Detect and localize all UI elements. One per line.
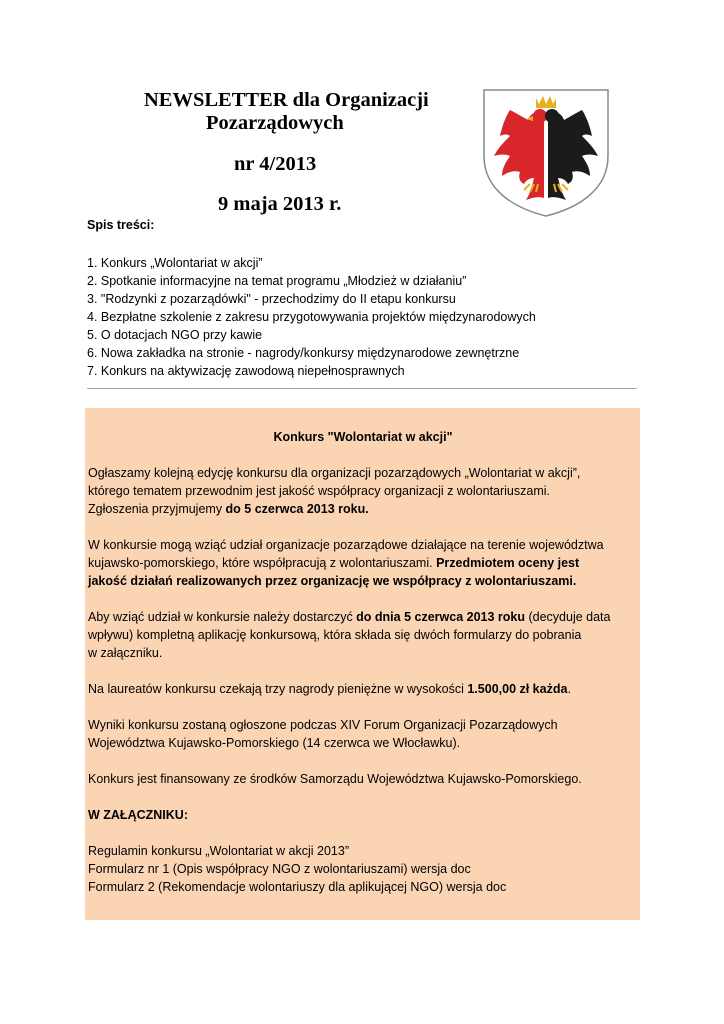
p3-text2: (decyduje data — [525, 610, 611, 624]
p3-text1: Aby wziąć udział w konkursie należy dostarczyć — [88, 610, 357, 624]
article-paragraph-5 — [88, 716, 638, 752]
article-heading: Konkurs "Wolontariat w akcji" — [273, 430, 453, 444]
toc-item-3: 3. "Rodzynki z pozarządówki" - przechodzimy do II etapu konkursu — [87, 292, 456, 306]
p1-line2: którego tematem przewodnim jest jakość współpracy organizacji z wolontariuszami. — [88, 484, 550, 498]
attachment-item-2[interactable]: Formularz nr 1 (Opis współpracy NGO z wolontariuszami) wersja doc — [88, 862, 471, 876]
toc-item-2: 2. Spotkanie informacyjne na temat programu „Młodzież w działaniu” — [87, 274, 467, 288]
attachments-heading-text: W ZAŁĄCZNIKU: — [88, 808, 188, 822]
attachment-item-1[interactable]: Regulamin konkursu „Wolontariat w akcji 2013” — [88, 844, 349, 858]
p5-line1: Wyniki konkursu zostaną ogłoszone podczas XIV Forum Organizacji Pozarządowych — [88, 718, 558, 732]
p2-bold2: jakość działań realizowanych przez organizację we współpracy z wolontariuszami. — [88, 574, 577, 588]
toc-item-1: 1. Konkurs „Wolontariat w akcji” — [87, 256, 263, 270]
p3-line2: wpływu) kompletną aplikację konkursową, która składa się dwóch formularzy do pobrania — [88, 628, 582, 642]
attachments-heading — [88, 806, 638, 824]
article-box — [85, 408, 640, 920]
p4-text1: Na laureatów konkursu czekają trzy nagrody pieniężne w wysokości — [88, 682, 468, 696]
table-of-contents — [87, 254, 536, 380]
p1-line3: Zgłoszenia przyjmujemy — [88, 502, 226, 516]
issue-date: 9 maja 2013 r. — [218, 193, 342, 215]
toc-item-5: 5. O dotacjach NGO przy kawie — [87, 328, 263, 342]
coat-of-arms-icon — [480, 86, 612, 218]
article-paragraph-2 — [88, 536, 638, 590]
p4-text2: . — [567, 682, 571, 696]
p1-line1: Ogłaszamy kolejną edycję konkursu dla organizacji pozarządowych „Wolontariat w akcji”, — [88, 466, 581, 480]
section-divider — [87, 388, 637, 389]
toc-title: Spis treści: — [87, 218, 155, 232]
article-paragraph-6: Konkurs jest finansowany ze środków Samorządu Województwa Kujawsko-Pomorskiego. — [88, 772, 582, 786]
toc-item-7: 7. Konkurs na aktywizację zawodową niepełnosprawnych — [87, 364, 405, 378]
p2-line1: W konkursie mogą wziąć udział organizacje pozarządowe działające na terenie województwa — [88, 538, 604, 552]
attachment-item-3[interactable]: Formularz 2 (Rekomendacje wolontariuszy dla aplikującej NGO) wersja doc — [88, 880, 507, 894]
toc-item-4: 4. Bezpłatne szkolenie z zakresu przygotowywania projektów międzynarodowych — [87, 310, 536, 324]
issue-number: nr 4/2013 — [234, 153, 317, 175]
newsletter-title-line1: NEWSLETTER dla Organizacji — [144, 89, 429, 111]
p5-line2: Województwa Kujawsko-Pomorskiego (14 czerwca we Włocławku). — [88, 736, 461, 750]
article-paragraph-3 — [88, 608, 638, 662]
p3-line3: w załączniku. — [88, 646, 163, 660]
p3-deadline: do dnia 5 czerwca 2013 roku — [356, 610, 525, 624]
article-paragraph-1 — [88, 464, 638, 518]
p2-bold1: Przedmiotem oceny jest — [436, 556, 580, 570]
p4-prize: 1.500,00 zł każda — [467, 682, 568, 696]
newsletter-title-line2: Pozarządowych — [206, 112, 344, 134]
article-paragraph-4 — [88, 680, 638, 698]
p1-deadline: do 5 czerwca 2013 roku. — [225, 502, 369, 516]
p2-line2: kujawsko-pomorskiego, które współpracują z wolontariuszami. — [88, 556, 437, 570]
toc-item-6: 6. Nowa zakładka na stronie - nagrody/konkursy międzynarodowe zewnętrzne — [87, 346, 520, 360]
